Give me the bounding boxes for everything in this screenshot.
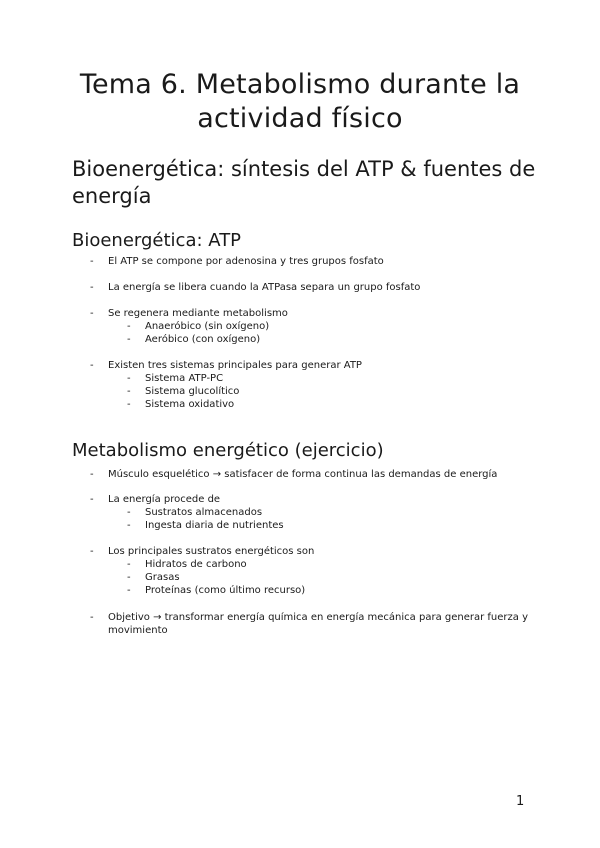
bullet-text: Existen tres sistemas principales para generar ATP (108, 360, 362, 371)
dash-marker: - (127, 559, 131, 570)
bullet-item (90, 545, 530, 558)
bullet-list-metabolismo (90, 545, 530, 597)
page-number: 1 (516, 794, 525, 809)
sub-item-text: Aeróbico (con oxígeno) (145, 334, 261, 345)
bullet-item (90, 307, 530, 320)
dash-marker: - (127, 572, 131, 583)
dash-marker: - (90, 469, 94, 480)
dash-marker: - (127, 520, 131, 531)
bullet-item (90, 493, 530, 506)
sub-item (127, 558, 530, 571)
bullet-text: Objetivo → transformar energía química en energía mecánica para generar fuerza y movimiento (108, 612, 528, 636)
sub-item-text: Sistema oxidativo (145, 399, 235, 410)
sub-item-text: Sistema ATP-PC (145, 373, 224, 384)
bullet-list-metabolismo (90, 468, 530, 481)
sub-item-text: Sustratos almacenados (145, 507, 263, 518)
dash-marker: - (90, 612, 94, 623)
bullet-text: Músculo esquelético → satisfacer de forma continua las demandas de energía (108, 469, 498, 480)
dash-marker: - (127, 386, 131, 397)
bullet-text: La energía procede de (108, 494, 221, 505)
sub-item (127, 584, 530, 597)
bullet-list-atp (90, 281, 530, 294)
bullet-list-metabolismo (90, 493, 530, 532)
bullet-item (90, 468, 530, 481)
dash-marker: - (90, 494, 94, 505)
bullet-list-metabolismo (90, 611, 530, 637)
sub-list (127, 558, 530, 597)
bullet-list-atp (90, 255, 530, 268)
bullet-text: Los principales sustratos energéticos son (108, 546, 315, 557)
dash-marker: - (127, 334, 131, 345)
bullet-item (90, 611, 530, 637)
dash-marker: - (90, 546, 94, 557)
sub-list (127, 320, 530, 346)
sub-list (127, 506, 530, 532)
dash-marker: - (90, 256, 94, 267)
dash-marker: - (127, 373, 131, 384)
bullet-item (90, 255, 530, 268)
bullet-list-atp (90, 307, 530, 346)
dash-marker: - (90, 282, 94, 293)
bullet-text: La energía se libera cuando la ATPasa separa un grupo fosfato (108, 282, 421, 293)
bullet-item (90, 359, 530, 372)
dash-marker: - (127, 399, 131, 410)
bullet-list-atp (90, 359, 530, 411)
sub-item (127, 333, 530, 346)
dash-marker: - (127, 585, 131, 596)
sub-item-text: Grasas (145, 572, 180, 583)
section-title: Bioenergética: síntesis del ATP & fuentes de energía (72, 157, 536, 208)
sub-item-text: Anaeróbico (sin oxígeno) (145, 321, 270, 332)
sub-item (127, 320, 530, 333)
sub-item (127, 519, 530, 532)
subsection-title-atp: Bioenergética: ATP (72, 230, 242, 251)
dash-marker: - (127, 321, 131, 332)
dash-marker: - (90, 360, 94, 371)
sub-item (127, 398, 530, 411)
sub-item (127, 385, 530, 398)
dash-marker: - (127, 507, 131, 518)
subsection-title-metabolismo: Metabolismo energético (ejercicio) (72, 440, 384, 461)
dash-marker: - (90, 308, 94, 319)
bullet-text: Se regenera mediante metabolismo (108, 308, 288, 319)
sub-item (127, 506, 530, 519)
bullet-text: El ATP se compone por adenosina y tres grupos fosfato (108, 256, 384, 267)
sub-item-text: Proteínas (como último recurso) (145, 585, 306, 596)
sub-list (127, 372, 530, 411)
sub-item-text: Ingesta diaria de nutrientes (145, 520, 284, 531)
sub-item-text: Hidratos de carbono (145, 559, 247, 570)
bullet-item (90, 281, 530, 294)
page-title: Tema 6. Metabolismo durante la actividad físico (79, 69, 521, 134)
sub-item (127, 372, 530, 385)
sub-item-text: Sistema glucolítico (145, 386, 240, 397)
sub-item (127, 571, 530, 584)
